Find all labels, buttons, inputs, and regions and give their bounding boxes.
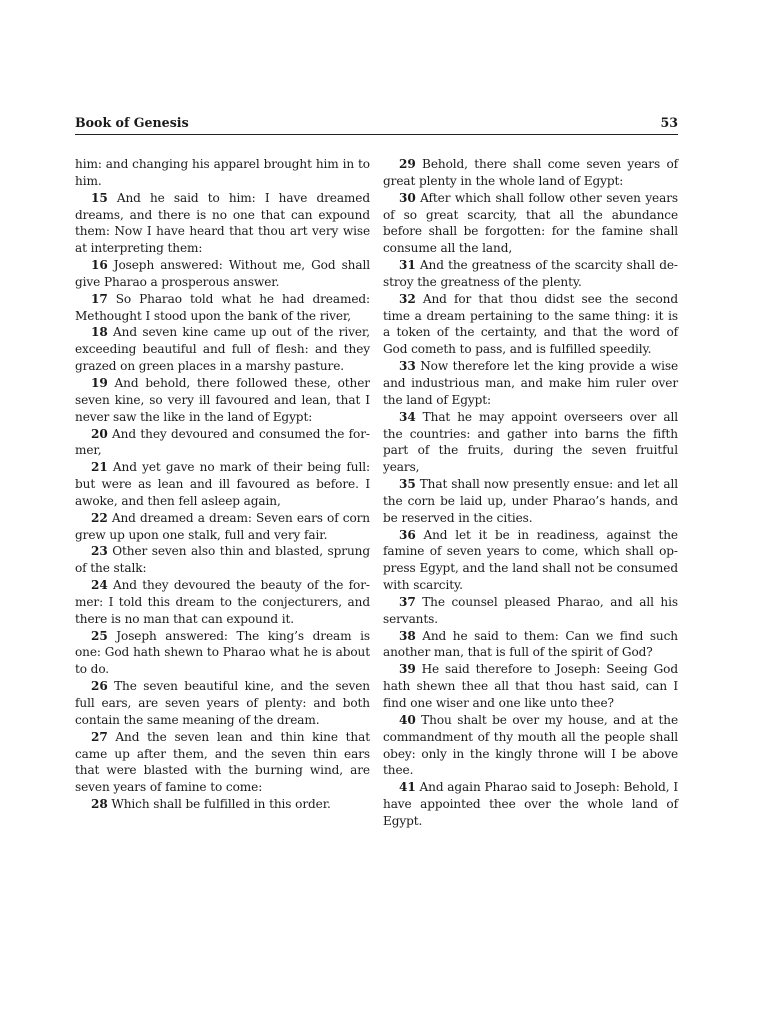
- verse-text: So Pharao told what he had dreamed: Methought I stood upon the bank of the river,: [75, 291, 370, 323]
- verse-number: 41: [399, 780, 416, 795]
- page-number: 53: [660, 115, 678, 130]
- verse-35: [383, 476, 678, 527]
- verse-number: 27: [91, 729, 108, 744]
- verse-text: And dreamed a dream: Seven ears of corn grew up upon one stalk, full and very fair.: [75, 510, 370, 542]
- verse-text: Which shall be fulfilled in this order.: [111, 797, 331, 812]
- verse-text: The seven beautiful kine, and the seven full ears, are seven years of plenty: and both contain the same meaning of the dream.: [75, 679, 370, 727]
- verse-number: 39: [399, 662, 416, 677]
- verse-16: [75, 257, 370, 291]
- verse-32: [383, 291, 678, 358]
- verse-text: Behold, there shall come seven years of great plenty in the whole land of Egypt:: [383, 157, 679, 188]
- verse-15: [75, 190, 370, 257]
- verse-text: Now therefore let the king provide a wise and industrious man, and make him ruler over the land of Egypt:: [383, 359, 678, 407]
- verse-number: 20: [91, 426, 108, 441]
- verse-text: That shall now presently ensue: and let all the corn be laid up, under Pharao’s hands, and be reserved in the cities.: [383, 477, 678, 525]
- verse-38: [383, 628, 678, 662]
- verse-29: [383, 156, 678, 190]
- verse-number: 26: [91, 679, 108, 694]
- verse-number: 16: [91, 258, 108, 273]
- verse-text: And the greatness of the scarcity shall destroy the greatness of the plenty.: [383, 258, 678, 289]
- verse-number: 37: [399, 594, 416, 609]
- verse-24: [75, 577, 370, 628]
- verse-23: [75, 543, 370, 577]
- verse-31: [383, 257, 678, 291]
- verse-18: [75, 324, 370, 375]
- verse-26: [75, 678, 370, 729]
- verse-17: [75, 291, 370, 325]
- verse-number: 23: [91, 544, 108, 559]
- verse-text: And they devoured and consumed the former,: [75, 426, 370, 458]
- right-verse-list: [383, 156, 678, 830]
- verse-text: After which shall follow other seven years of so great scarcity, that all the abundance before shall be forgotten: for the famine shall consume all the land,: [383, 190, 678, 256]
- running-header: [75, 115, 678, 131]
- verse-text: And again Pharao said to Joseph: Behold, I have appointed thee over the whole land of Egypt.: [383, 780, 679, 828]
- verse-41: [383, 779, 678, 830]
- verse-text: And behold, there followed these, other seven kine, so very ill favoured and lean, that I never saw the like in the land of Egypt:: [75, 375, 370, 424]
- left-column: [75, 156, 370, 813]
- verse-number: 28: [91, 797, 108, 812]
- verse-text: Other seven also thin and blasted, sprung of the stalk:: [75, 544, 370, 576]
- verse-number: 35: [399, 477, 416, 492]
- verse-number: 36: [399, 527, 416, 542]
- verse-text: Joseph answered: The king’s dream is one: God hath shewn to Pharao what he is about to do.: [75, 628, 370, 677]
- left-verse-list: [75, 190, 370, 813]
- verse-number: 40: [399, 712, 416, 727]
- verse-number: 25: [91, 628, 108, 643]
- verse-text: And they devoured the beauty of the former: I told this dream to the conjecturers, and there is no man that can expound it.: [75, 578, 370, 626]
- verse-number: 19: [91, 375, 108, 390]
- verse-25: [75, 628, 370, 679]
- verse-number: 32: [399, 291, 416, 306]
- verse-text: And let it be in readiness, against the famine of seven years to come, which shall oppress Egypt, and the land shall not be consumed with scarcity.: [383, 527, 678, 593]
- verse-30: [383, 190, 678, 257]
- verse-text: He said therefore to Joseph: Seeing God hath shewn thee all that thou hast said, can I find one wiser and one like unto thee?: [383, 662, 678, 710]
- verse-40: [383, 712, 678, 779]
- verse-number: 21: [91, 460, 108, 475]
- verse-number: 30: [399, 190, 416, 205]
- verse-number: 33: [399, 359, 416, 374]
- verse-21: [75, 459, 370, 510]
- verse-39: [383, 661, 678, 712]
- verse-text: Thou shalt be over my house, and at the commandment of thy mouth all the people shall obey: only in the kingly throne will I be above thee.: [383, 712, 678, 778]
- verse-20: [75, 426, 370, 460]
- header-rule: [75, 134, 678, 135]
- verse-28: [75, 796, 370, 813]
- book-title: Book of Genesis: [75, 115, 189, 130]
- verse-36: [383, 527, 678, 594]
- verse-number: 17: [91, 291, 108, 306]
- verse-text: And the seven lean and thin kine that came up after them, and the seven thin ears that were blasted with the burning wind, are seven years of famine to come:: [75, 729, 370, 795]
- verse-19: [75, 375, 370, 426]
- verse-27: [75, 729, 370, 796]
- verse-number: 18: [91, 325, 108, 340]
- verse-22: [75, 510, 370, 544]
- verse-37: [383, 594, 678, 628]
- verse-number: 31: [399, 258, 416, 273]
- verse-34: [383, 409, 678, 476]
- verse-text: And seven kine came up out of the river, exceeding beautiful and full of flesh: and they grazed on green places in a marshy pasture.: [75, 325, 370, 374]
- verse-text: That he may appoint overseers over all the countries: and gather into barns the fifth part of the fruits, during the seven fruitful years,: [383, 409, 679, 475]
- verse-text: And for that thou didst see the second time a dream pertaining to the same thing: it is a token of the certainty, and that the word of God cometh to pass, and is fulfilled speedily.: [383, 291, 679, 357]
- verse-text: Joseph answered: Without me, God shall give Pharao a prosperous answer.: [75, 258, 371, 289]
- verse-text: The counsel pleased Pharao, and all his servants.: [383, 594, 678, 626]
- verse-number: 38: [399, 628, 416, 643]
- verse-number: 34: [399, 409, 416, 424]
- verse-text: And yet gave no mark of their being full: but were as lean and ill favoured as before. I awoke, and then fell asleep again,: [75, 460, 370, 508]
- verse-continuation: him: and changing his apparel brought him in to him.: [75, 157, 370, 188]
- verse-text: And he said to him: I have dreamed dreams, and there is no one that can expound them: Now I have heard that thou art very wise at interpreting them:: [75, 190, 370, 256]
- verse-number: 22: [91, 510, 108, 525]
- verse-number: 15: [91, 190, 108, 205]
- verse-text: And he said to them: Can we find such another man, that is full of the spirit of God?: [383, 628, 678, 660]
- verse-33: [383, 358, 678, 409]
- verse-number: 24: [91, 578, 108, 593]
- verse-number: 29: [399, 157, 416, 171]
- right-column: [383, 156, 678, 830]
